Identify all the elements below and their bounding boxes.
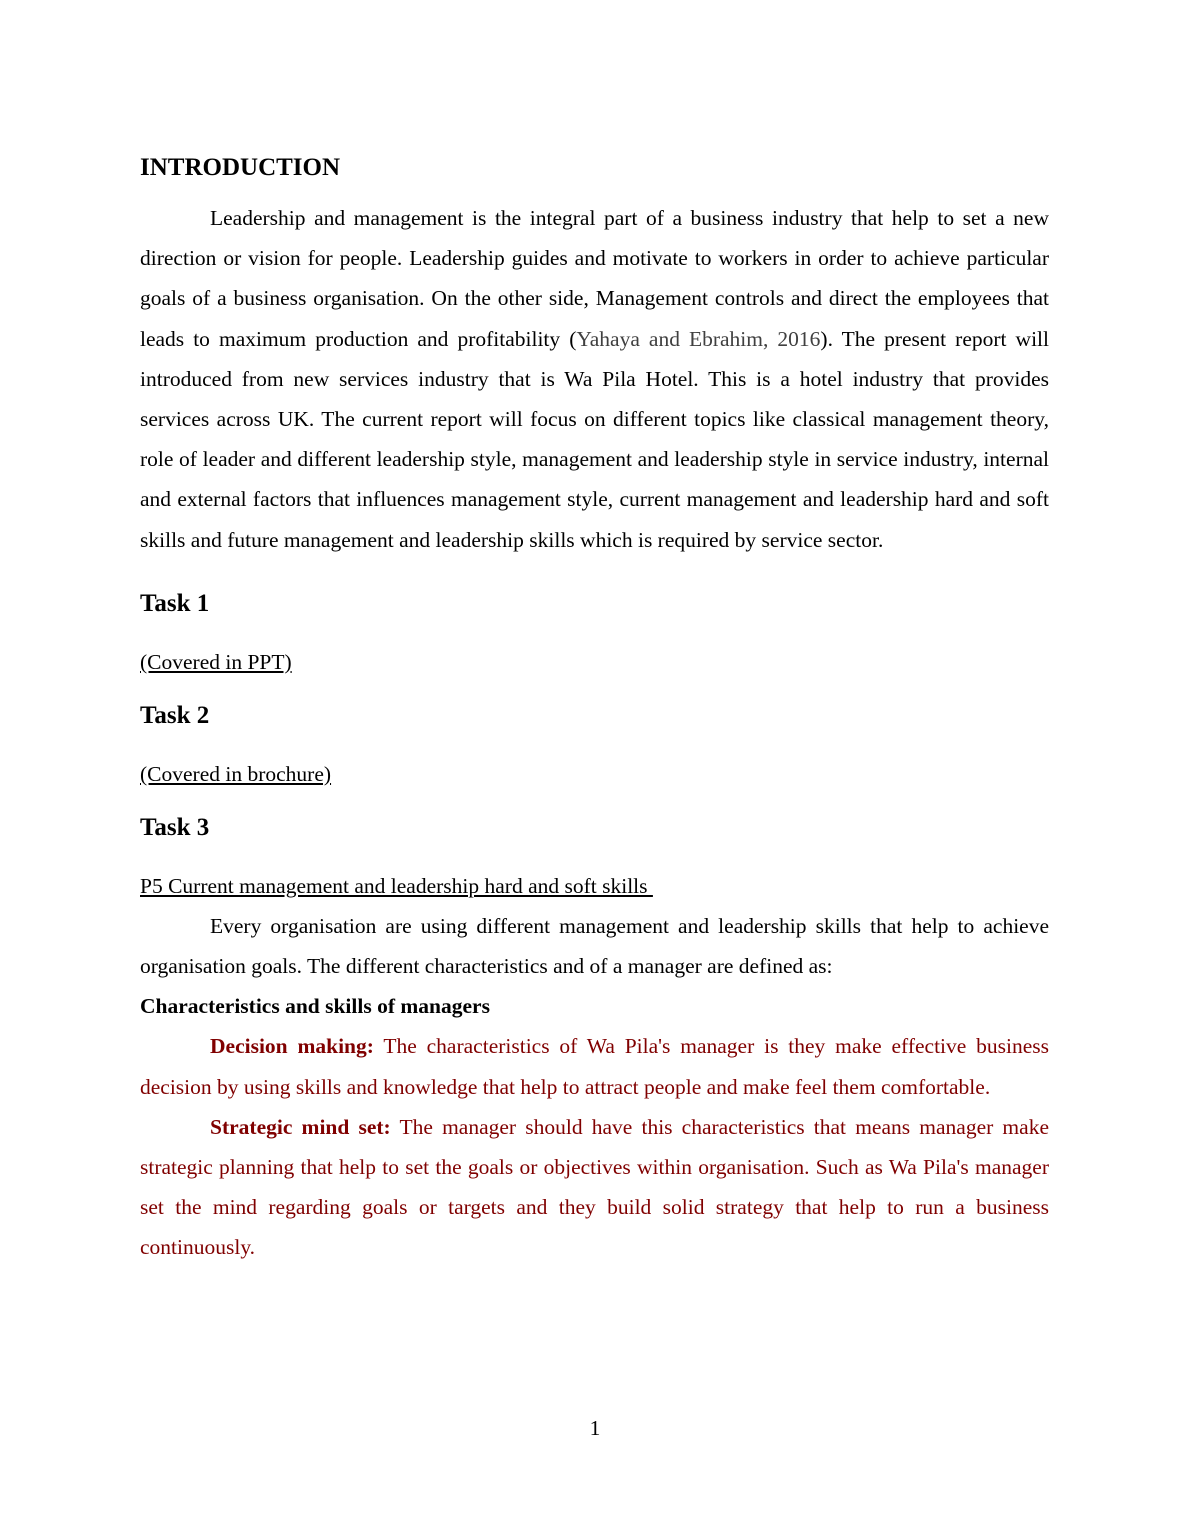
intro-text-part1: Leadership and management is the integral part of a business industry that help to set a new direction or vision for people. Leadership guides and motivate to workers in order to achieve particular goals of a business organisation. On the other side, Management controls and direct the employees that leads to maximum production and profitability ( [140, 206, 1049, 351]
characteristic-decision-making [140, 1026, 1049, 1106]
task3-heading: Task 3 [140, 813, 210, 841]
characteristics-heading: Characteristics and skills of managers [140, 994, 490, 1019]
task2-heading: Task 2 [140, 701, 210, 729]
characteristic-text: The manager should have this characteristics that means manager make strategic planning that help to set the goals or objectives within organisation. Such as Wa Pila's manager set the mind regarding goals or targets and they build solid strategy that help to run a business continuously. [140, 1114, 1049, 1260]
page-number: 1 [589, 1416, 601, 1440]
characteristic-label: Decision making: [210, 1034, 374, 1059]
characteristic-text: The characteristics of Wa Pila's manager is they make effective business decision by using skills and knowledge that help to attract people and make feel them comfortable. [140, 1034, 1050, 1099]
document-page [140, 150, 1049, 1268]
introduction-paragraph [140, 198, 1049, 560]
characteristic-strategic-mind-set [140, 1107, 1049, 1268]
task1-heading: Task 1 [140, 589, 210, 617]
characteristic-label: Strategic mind set: [210, 1114, 391, 1139]
task2-note: (Covered in brochure) [140, 761, 332, 786]
introduction-heading: INTRODUCTION [140, 154, 341, 181]
intro-citation: Yahaya and Ebrahim, 2016 [576, 326, 821, 351]
intro-text-part2: ). The present report will introduced from new services industry that is Wa Pila Hotel. This is a hotel industry that provides services across UK. The current report will focus on different topics like classical management theory, role of leader and different leadership style, management and leadership style in service industry, internal and external factors that influences management style, current management and leadership hard and soft skills and future management and leadership skills which is required by service sector. [140, 326, 1050, 552]
task3-paragraph: Every organisation are using different management and leadership skills that help to achieve organisation goals. The different characteristics and of a manager are defined as: [140, 913, 1049, 979]
task3-subheading: P5 Current management and leadership hard and soft skills [140, 873, 653, 898]
task1-note: (Covered in PPT) [140, 649, 292, 674]
